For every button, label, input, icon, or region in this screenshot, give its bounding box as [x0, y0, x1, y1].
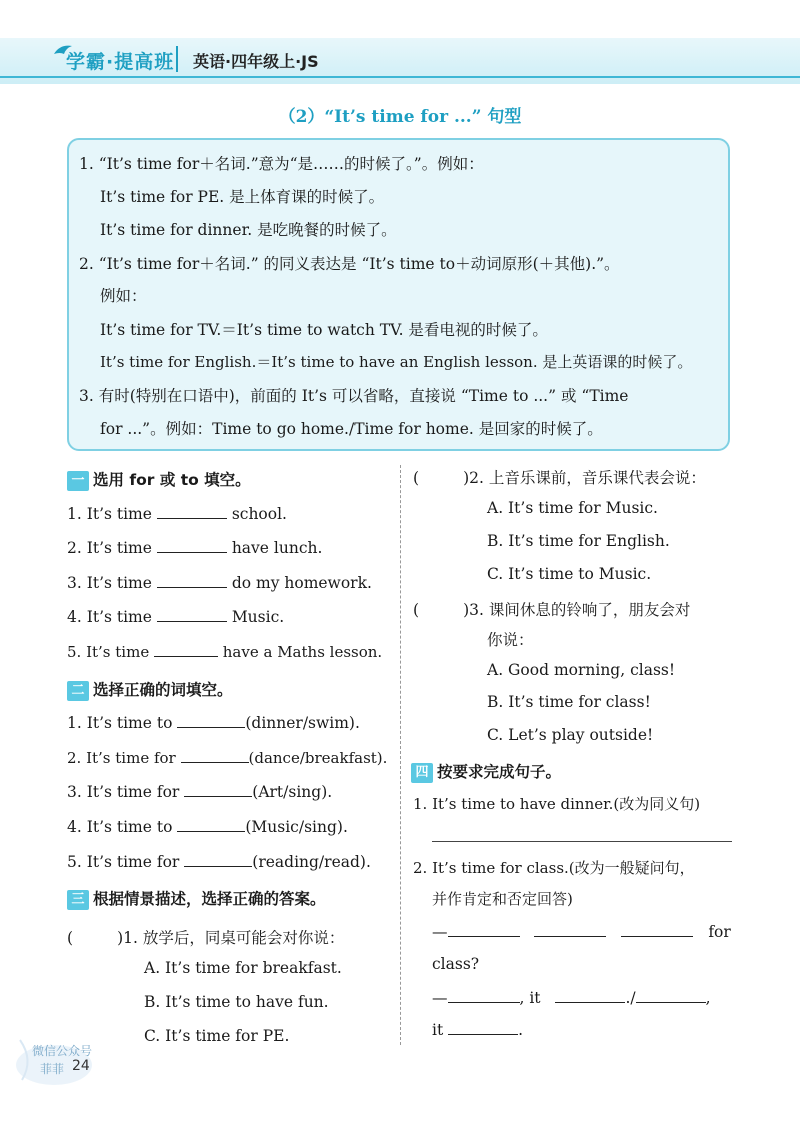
option: A. Good morning, class! [487, 661, 676, 679]
part2-item: 5. It’s time for (reading/read). [67, 853, 371, 871]
column-divider [400, 465, 401, 1045]
part4-q2-cont: 并作肯定和否定回答) [432, 890, 573, 908]
header-divider [176, 46, 178, 72]
part4-q2-answer-cont: it . [432, 1021, 524, 1039]
answer-blank[interactable] [184, 852, 252, 867]
rule-line: 1. “It’s time for＋名词.”意为“是……的时候了。”。例如： [79, 155, 484, 173]
answer-blank[interactable] [177, 713, 245, 728]
part1-badge: 一 [67, 471, 89, 491]
answer-blank[interactable] [534, 922, 606, 937]
part4-title: 按要求完成句子。 [437, 763, 562, 781]
option: C. It’s time for PE. [144, 1027, 290, 1045]
rule-line: It’s time for English.＝It’s time to have an English lesson. 是上英语课的时候了。 [100, 353, 693, 371]
part3-q3-stem-cont: 你说： [487, 631, 534, 649]
answer-blank[interactable] [154, 642, 218, 657]
watermark-text: 微信公众号 [32, 1044, 93, 1058]
answer-blank[interactable] [157, 538, 227, 553]
rule-line: for ...”。例如：Time to go home./Time for home. 是回家的时候了。 [100, 420, 603, 438]
part2-item: 1. It’s time to (dinner/swim). [67, 714, 360, 732]
part1-item: 2. It’s time have lunch. [67, 539, 323, 557]
part1-item: 1. It’s time school. [67, 505, 287, 523]
part1-heading [67, 468, 251, 491]
part2-item: 4. It’s time to (Music/sing). [67, 818, 348, 836]
answer-blank[interactable] [621, 922, 693, 937]
option: A. It’s time for Music. [487, 499, 658, 517]
part4-q2-answer: — , it ./ , [432, 989, 711, 1007]
answer-blank[interactable] [184, 782, 252, 797]
option: B. It’s time for English. [487, 532, 670, 550]
series-brand: 学霸·提高班 [66, 51, 175, 73]
part3-title: 根据情景描述，选择正确的答案。 [93, 890, 326, 908]
part3-q3-stem: ( )3. 课间休息的铃响了，朋友会对 [413, 601, 691, 619]
option: C. It’s time to Music. [487, 565, 652, 583]
answer-blank[interactable] [448, 1020, 518, 1035]
option: B. It’s time to have fun. [144, 993, 329, 1011]
subject-label: 英语·四年级上·JS [193, 52, 319, 71]
part4-q2-question-end: class? [432, 955, 480, 973]
part3-badge: 三 [67, 890, 89, 910]
part2-item: 3. It’s time for (Art/sing). [67, 783, 333, 801]
answer-blank[interactable] [157, 573, 227, 588]
page-number: 24 [72, 1058, 90, 1074]
part3-q1-stem: ( )1. 放学后，同桌可能会对你说： [67, 929, 345, 947]
part2-title: 选择正确的词填空。 [93, 681, 233, 699]
part2-badge: 二 [67, 681, 89, 701]
answer-line[interactable] [432, 841, 732, 842]
part2-item: 2. It’s time for (dance/breakfast). [67, 749, 388, 767]
rule-line: It’s time for PE. 是上体育课的时候了。 [100, 188, 385, 206]
part4-badge: 四 [411, 763, 433, 783]
part1-title: 选用 for 或 to 填空。 [93, 471, 251, 489]
watermark-text: 菲菲 [40, 1062, 65, 1076]
rule-line: 2. “It’s time for＋名词.” 的同义表达是 “It’s time to＋动词原形(＋其他).”。 [79, 255, 620, 273]
header-rule [0, 76, 800, 78]
part4-heading [411, 760, 561, 783]
part1-item: 4. It’s time Music. [67, 608, 285, 626]
rule-line: It’s time for TV.＝It’s time to watch TV. 是看电视的时候了。 [100, 321, 548, 339]
part4-q2-question: — for [432, 923, 731, 941]
answer-blank[interactable] [177, 817, 245, 832]
answer-blank[interactable] [181, 748, 249, 763]
grammar-rule-box [67, 138, 730, 451]
section-title: （2）“It’s time for ...” 句型 [278, 107, 522, 127]
part1-item: 3. It’s time do my homework. [67, 574, 372, 592]
answer-blank[interactable] [555, 988, 625, 1003]
option: B. It’s time for class! [487, 693, 651, 711]
part4-q2: 2. It’s time for class.(改为一般疑问句， [413, 859, 695, 877]
rule-line: 3. 有时(特别在口语中)，前面的 It’s 可以省略，直接说 “Time to ...” 或 “Time [79, 387, 629, 405]
part4-q1: 1. It’s time to have dinner.(改为同义句) [413, 795, 701, 813]
rule-line: 例如： [100, 287, 147, 305]
part3-heading [67, 887, 326, 910]
answer-blank[interactable] [448, 988, 520, 1003]
answer-blank[interactable] [636, 988, 706, 1003]
option: A. It’s time for breakfast. [144, 959, 342, 977]
part1-item: 5. It’s time have a Maths lesson. [67, 643, 383, 661]
option: C. Let’s play outside! [487, 726, 654, 744]
answer-blank[interactable] [157, 504, 227, 519]
answer-blank[interactable] [448, 922, 520, 937]
part3-q2-stem: ( )2. 上音乐课前，音乐课代表会说： [413, 469, 706, 487]
answer-blank[interactable] [157, 607, 227, 622]
part2-heading [67, 678, 233, 701]
rule-line: It’s time for dinner. 是吃晚餐的时候了。 [100, 221, 397, 239]
